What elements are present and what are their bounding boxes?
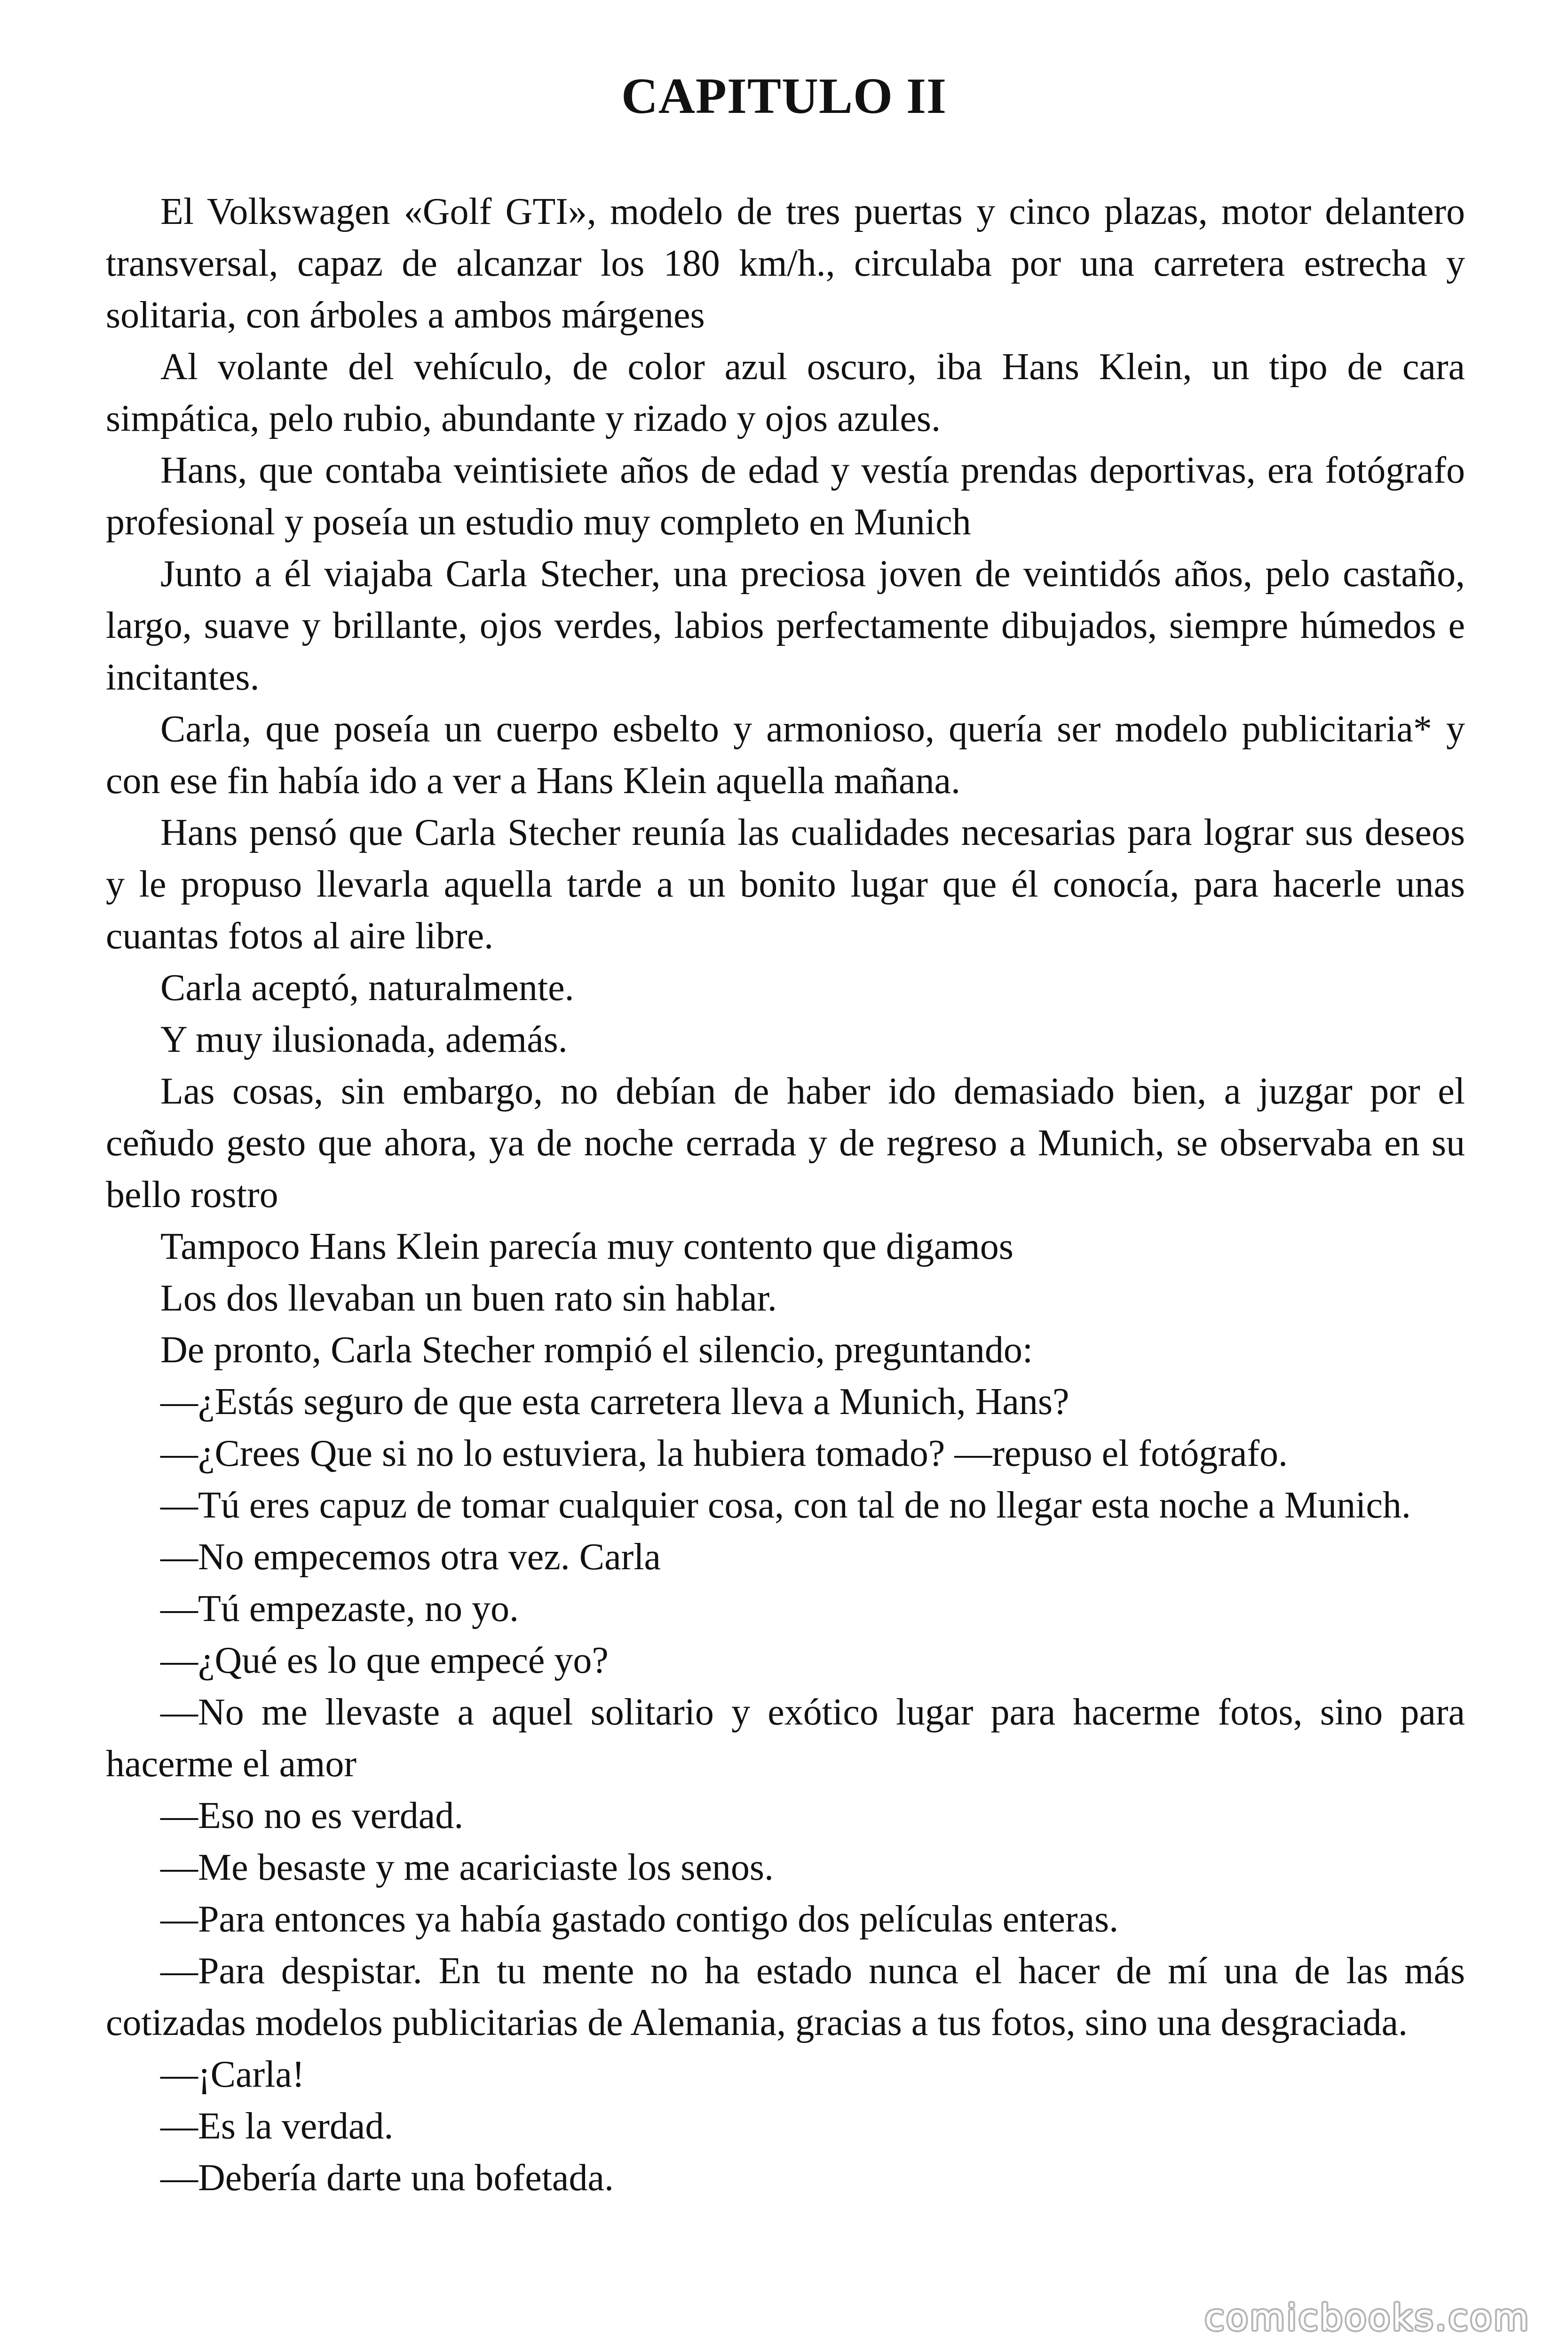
dialogue-line: —¿Crees Que si no lo estuviera, la hubiera tomado? —repuso el fotógrafo. [160, 1433, 1288, 1474]
paragraph: Carla aceptó, naturalmente. [160, 967, 574, 1009]
dialogue-line: —¡Carla! [160, 2054, 305, 2095]
watermark-text: comicbooks.com [1204, 2296, 1530, 2338]
dialogue-line: —No empecemos otra vez. Carla [160, 1536, 661, 1578]
dialogue-line: —Tú empezaste, no yo. [160, 1588, 519, 1629]
dialogue-line: —Debería darte una bofetada. [160, 2157, 614, 2199]
paragraph: Y muy ilusionada, además. [160, 1019, 568, 1060]
chapter-title: CAPITULO II [621, 68, 947, 124]
paragraph: Al volante del vehículo, de color azul oscuro, iba Hans Klein, un tipo de cara simpática, pelo rubio, abundante y rizado y ojos azules. [106, 346, 1465, 439]
paragraph: Carla, que poseía un cuerpo esbelto y armonioso, quería ser modelo publicitaria* y con ese fin había ido a ver a Hans Klein aquella mañana. [106, 708, 1465, 802]
paragraph: Junto a él viajaba Carla Stecher, una preciosa joven de veintidós años, pelo castaño, largo, suave y brillante, ojos verdes, labios perfectamente dibujados, siempre húmedos e incitantes. [106, 553, 1465, 698]
paragraph: De pronto, Carla Stecher rompió el silencio, preguntando: [160, 1329, 1033, 1371]
paragraph: Los dos llevaban un buen rato sin hablar. [160, 1278, 777, 1319]
chapter-body [106, 186, 1465, 2204]
paragraph: Hans pensó que Carla Stecher reunía las cualidades necesarias para lograr sus deseos y le propuso llevarla aquella tarde a un bonito lugar que él conocía, para hacerle unas cuantas fotos al aire libre. [106, 812, 1465, 957]
dialogue-line: —Tú eres capuz de tomar cualquier cosa, con tal de no llegar esta noche a Munich. [160, 1485, 1411, 1526]
paragraph: El Volkswagen «Golf GTI», modelo de tres puertas y cinco plazas, motor delantero transversal, capaz de alcanzar los 180 km/h., circulaba por una carretera estrecha y solitaria, con árboles a ambos márgenes [106, 191, 1465, 336]
dialogue-line: —¿Estás seguro de que esta carretera lleva a Munich, Hans? [160, 1381, 1069, 1422]
paragraph: Hans, que contaba veintisiete años de edad y vestía prendas deportivas, era fotógrafo profesional y poseía un estudio muy completo en Munich [106, 450, 1465, 543]
dialogue-line: —Es la verdad. [160, 2106, 394, 2147]
paragraph: Las cosas, sin embargo, no debían de haber ido demasiado bien, a juzgar por el ceñudo gesto que ahora, ya de noche cerrada y de regreso a Munich, se observaba en su bello rostro [106, 1071, 1465, 1216]
dialogue-line: —Para despistar. En tu mente no ha estado nunca el hacer de mí una de las más cotizadas modelos publicitarias de Alemania, gracias a tus fotos, sino una desgraciada. [106, 1950, 1465, 2043]
dialogue-line: —Me besaste y me acariciaste los senos. [160, 1847, 774, 1888]
dialogue-line: —Eso no es verdad. [160, 1795, 464, 1836]
dialogue-line: —Para entonces ya había gastado contigo dos películas enteras. [160, 1899, 1119, 1940]
dialogue-line: —¿Qué es lo que empecé yo? [160, 1640, 609, 1681]
paragraph: Tampoco Hans Klein parecía muy contento que digamos [160, 1226, 1014, 1267]
dialogue-line: —No me llevaste a aquel solitario y exótico lugar para hacerme fotos, sino para hacerme el amor [106, 1692, 1465, 1785]
